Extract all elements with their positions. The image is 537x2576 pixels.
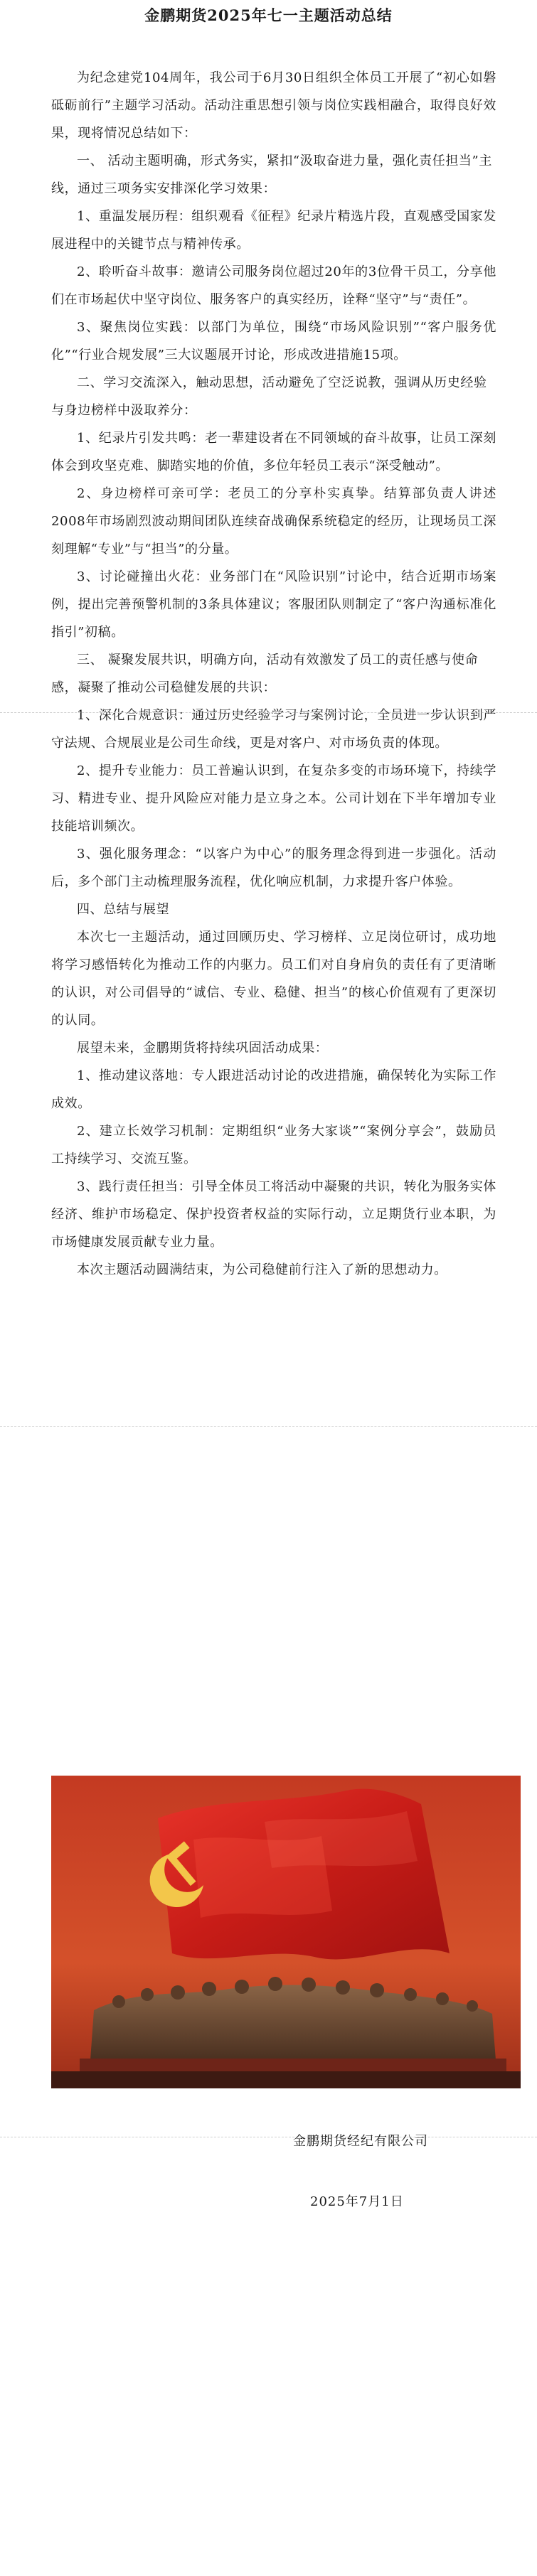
- body-paragraph: 2、提升专业能力：员工普遍认识到，在复杂多变的市场环境下，持续学习、精进专业、提升风险应对能力是立身之本。公司计划在下半年增加专业技能培训频次。: [51, 763, 496, 834]
- section-heading-1: 一、 活动主题明确，形式务实，紧扣“汲取奋进力量，强化责任担当”主线，通过三项务实安排深化学习效果：: [51, 154, 492, 196]
- page-break-divider: [0, 712, 537, 714]
- body-paragraph: 展望未来，金鹏期货将持续巩固活动成果：: [77, 1041, 329, 1056]
- closing-paragraph: 本次主题活动圆满结束，为公司稳健前行注入了新的思想动力。: [77, 1262, 447, 1277]
- section-heading-3: 三、 凝聚发展共识，明确方向，活动有效激发了员工的责任感与使命感，凝聚了推动公司稳健发展的共识：: [51, 653, 479, 695]
- body-paragraph: 3、强化服务理念：“以客户为中心”的服务理念得到进一步强化。活动后，多个部门主动梳理服务流程，优化响应机制，力求提升客户体验。: [51, 847, 496, 889]
- party-flag-sculpture-photo: [51, 1776, 521, 2088]
- document-date: 2025年7月1日: [310, 2194, 404, 2209]
- body-paragraph: 1、深化合规意识：通过历史经验学习与案例讨论，全员进一步认识到严守法规、合规展业是公司生命线，更是对客户、对市场负责的体现。: [51, 708, 496, 751]
- body-paragraph: 3、聚焦岗位实践：以部门为单位，围绕“市场风险识别”“客户服务优化”“行业合规发展”三大议题展开讨论，形成改进措施15项。: [51, 320, 496, 363]
- body-paragraph: 1、重温发展历程：组织观看《征程》纪录片精选片段，直观感受国家发展进程中的关键节点与精神传承。: [51, 209, 496, 252]
- section-heading-4: 四、总结与展望: [77, 902, 170, 917]
- document-body: [51, 64, 496, 1284]
- section-heading-2: 二、学习交流深入，触动思想，活动避免了空泛说教，强调从历史经验与身边榜样中汲取养分：: [51, 375, 487, 418]
- document-title: 金鹏期货2025年七一主题活动总结: [144, 6, 393, 24]
- body-paragraph: 2、身边榜样可亲可学：老员工的分享朴实真挚。结算部负责人讲述2008年市场剧烈波动期间团队连续奋战确保系统稳定的经历，让现场员工深刻理解“专业”与“担当”的分量。: [51, 486, 496, 557]
- page-break-divider: [0, 2137, 537, 2139]
- intro-paragraph: 为纪念建党104周年，我公司于6月30日组织全体员工开展了“初心如磐 砥砺前行”主题学习活动。活动注重思想引领与岗位实践相融合，取得良好效果，现将情况总结如下：: [51, 70, 496, 141]
- body-paragraph: 2、建立长效学习机制：定期组织“业务大家谈”“案例分享会”，鼓励员工持续学习、交流互鉴。: [51, 1124, 496, 1166]
- body-paragraph: 1、纪录片引发共鸣：老一辈建设者在不同领域的奋斗故事，让员工深刻体会到攻坚克难、脚踏实地的价值，多位年轻员工表示“深受触动”。: [51, 431, 496, 473]
- page-break-divider: [0, 1426, 537, 1428]
- photo-illustration: [51, 1776, 521, 2088]
- signature-company: 金鹏期货经纪有限公司: [293, 2134, 428, 2149]
- body-paragraph: 本次七一主题活动，通过回顾历史、学习榜样、立足岗位研讨，成功地将学习感悟转化为推动工作的内驱力。员工们对自身肩负的责任有了更清晰的认识，对公司倡导的“诚信、专业、稳健、担当”的核心价值观有了更深切的认同。: [51, 930, 496, 1028]
- body-paragraph: 1、推动建议落地：专人跟进活动讨论的改进措施，确保转化为实际工作成效。: [51, 1068, 496, 1111]
- body-paragraph: 3、讨论碰撞出火花：业务部门在“风险识别”讨论中，结合近期市场案例，提出完善预警机制的3条具体建议；客服团队则制定了“客户沟通标准化指引”初稿。: [51, 569, 496, 640]
- body-paragraph: 3、践行责任担当：引导全体员工将活动中凝聚的共识，转化为服务实体经济、维护市场稳定、保护投资者权益的实际行动，立足期货行业本职，为市场健康发展贡献专业力量。: [51, 1179, 496, 1250]
- body-paragraph: 2、聆听奋斗故事：邀请公司服务岗位超过20年的3位骨干员工，分享他们在市场起伏中坚守岗位、服务客户的真实经历，诠释“坚守”与“责任”。: [51, 264, 496, 307]
